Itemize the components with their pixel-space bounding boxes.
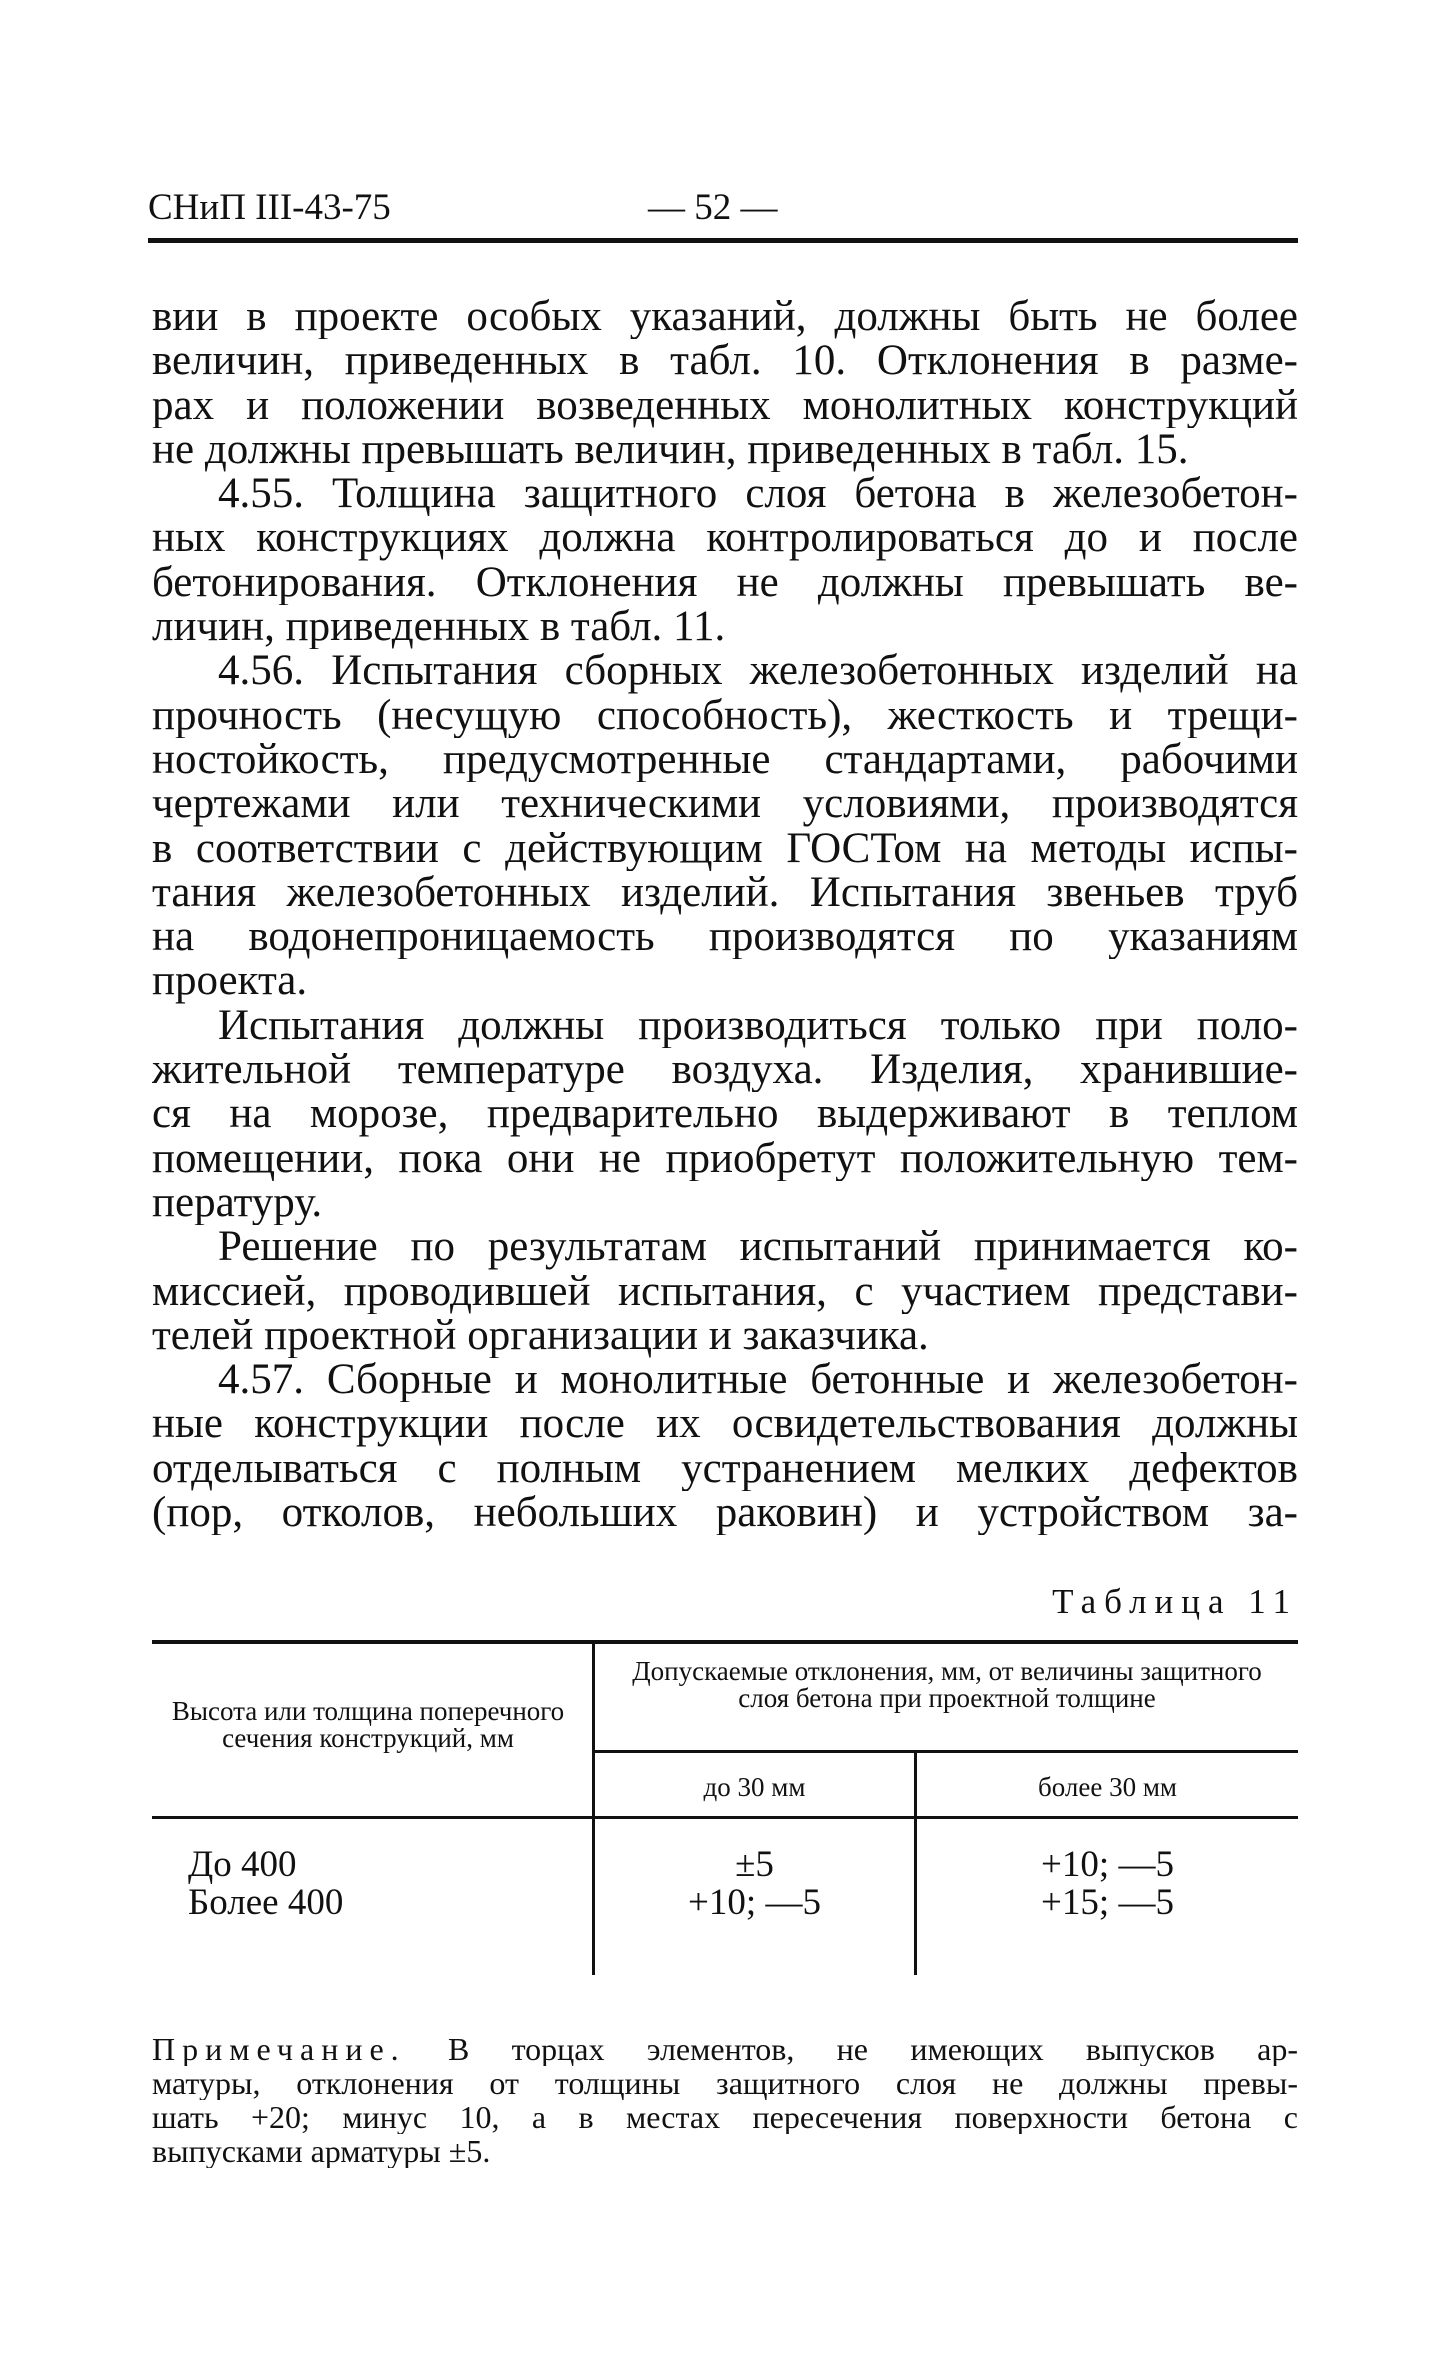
body-line: помещении, пока они не приобретут положительную тем-: [152, 1136, 1298, 1181]
body-line: ностойкость, предусмотренные стандартами, рабочими: [152, 737, 1298, 783]
row-label-2: Более 400: [188, 1882, 344, 1923]
note-line: матуры, отклонения от толщины защитного слоя не должны превы-: [152, 2066, 1298, 2100]
group-header-rule: [592, 1750, 1298, 1753]
body-line: на водонепроницаемость производятся по указаниям: [152, 915, 1298, 960]
body-line: не должны превышать величин, приведенных в табл. 15.: [152, 427, 1189, 473]
note-line: выпусками арматуры ±5.: [152, 2134, 491, 2168]
sub-header-over-30: более 30 мм: [1038, 1772, 1177, 1802]
page-header: [148, 186, 1294, 246]
table-title: Таблица 11: [1052, 1582, 1298, 1621]
table-top-rule: [152, 1640, 1298, 1644]
row-label-1: До 400: [188, 1844, 297, 1885]
body-text: [152, 295, 1298, 1535]
body-line: 4.56. Испытания сборных железобетонных изделий на: [218, 649, 1298, 694]
header-rule: [148, 238, 1298, 243]
col1-header: Высота или толщина поперечного сечения конструкций, мм: [171, 1696, 565, 1753]
group-header: Допускаемые отклонения, мм, от величины защитного слоя бетона при проектной толщине: [632, 1656, 1262, 1713]
table-header-rule: [152, 1816, 1298, 1819]
body-line: рах и положении возведенных монолитных конструкций: [152, 383, 1298, 428]
table-note: [152, 2032, 1298, 2168]
note-line: шать +20; минус 10, а в местах пересечения поверхности бетона с: [152, 2100, 1298, 2134]
body-line: жительной температуре воздуха. Изделия, хранившие-: [152, 1048, 1298, 1093]
document-code: СНиП III-43-75: [148, 187, 391, 228]
note-line: [152, 2032, 1298, 2066]
body-line: Испытания должны производиться только при поло-: [218, 1003, 1298, 1049]
body-line: проекта.: [152, 959, 308, 1004]
row1-upto30: ±5: [735, 1844, 774, 1885]
deviation-table: [152, 1640, 1298, 1975]
body-line: тания железобетонных изделий. Испытания звеньев труб: [152, 870, 1298, 916]
note-label: Примечание.: [152, 2032, 406, 2066]
body-line: (пор, отколов, небольших раковин) и устройством за-: [152, 1491, 1298, 1536]
row2-upto30: +10; —5: [688, 1882, 821, 1923]
body-line: пературу.: [152, 1180, 323, 1226]
body-line: чертежами или техническими условиями, производятся: [152, 782, 1298, 827]
body-line: прочность (несущую способность), жесткость и трещи-: [152, 693, 1298, 738]
body-line: 4.55. Толщина защитного слоя бетона в железобетон-: [218, 472, 1298, 517]
body-line: ных конструкциях должна контролироваться до и после: [152, 516, 1298, 561]
body-line: отделываться с полным устранением мелких дефектов: [152, 1446, 1298, 1492]
body-line: личин, приведенных в табл. 11.: [152, 605, 726, 650]
row2-over30: +15; —5: [1041, 1882, 1174, 1923]
body-line: ные конструкции после их освидетельствования должны: [152, 1402, 1298, 1447]
body-line: телей проектной организации и заказчика.: [152, 1313, 929, 1359]
sub-header-upto-30: до 30 мм: [703, 1772, 806, 1802]
body-line: 4.57. Сборные и монолитные бетонные и железобетон-: [218, 1358, 1298, 1403]
body-line: величин, приведенных в табл. 10. Отклонения в разме-: [152, 339, 1298, 384]
body-line: в соответствии с действующим ГОСТом на методы испы-: [152, 826, 1298, 871]
note-text: В торцах элементов, не имеющих выпусков ар-: [447, 2032, 1298, 2066]
body-line: вии в проекте особых указаний, должны быть не более: [152, 295, 1298, 340]
page-number: — 52 —: [648, 187, 778, 228]
body-line: ся на морозе, предварительно выдерживают в теплом: [152, 1092, 1298, 1137]
body-line: Решение по результатам испытаний принимается ко-: [218, 1225, 1298, 1270]
row1-over30: +10; —5: [1041, 1844, 1174, 1885]
table-column-divider-1: [592, 1644, 595, 1975]
body-line: миссией, проводившей испытания, с участием представи-: [152, 1269, 1298, 1314]
body-line: бетонирования. Отклонения не должны превышать ве-: [152, 560, 1298, 606]
